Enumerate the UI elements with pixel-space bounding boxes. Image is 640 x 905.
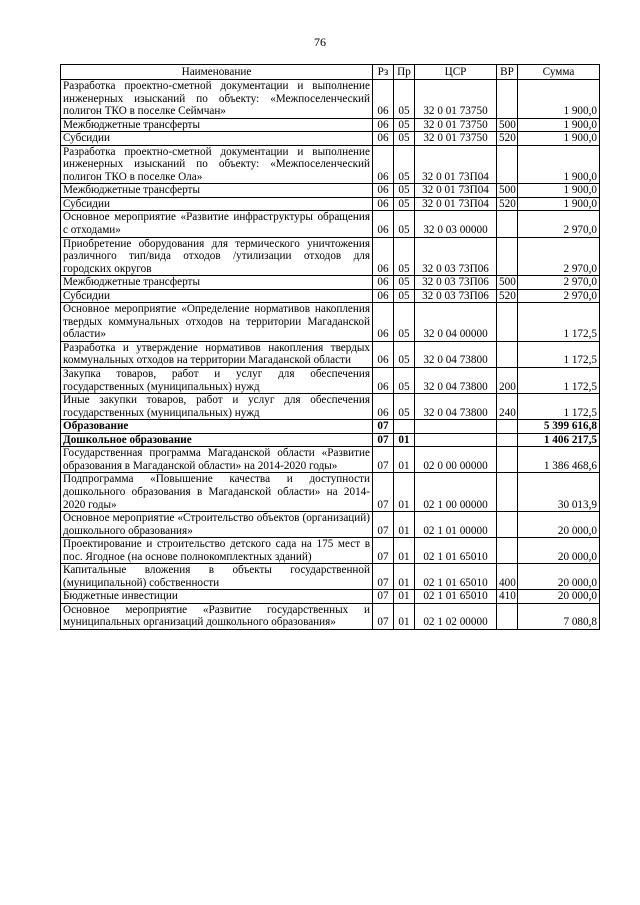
- table-row: [61, 276, 600, 290]
- cell-csr: 02 1 00 00000: [415, 473, 497, 512]
- header-rz: Рз: [373, 65, 394, 80]
- cell-vr: 500: [497, 118, 518, 132]
- cell-pr: 01: [394, 538, 415, 564]
- cell-rz: 06: [373, 341, 394, 367]
- table-header-row: [61, 65, 600, 80]
- cell-vr: [497, 603, 518, 629]
- cell-pr: 05: [394, 80, 415, 119]
- cell-csr: 32 0 03 00000: [415, 211, 497, 237]
- cell-name: Разработка проектно-сметной документации и выполнение инженерных изысканий по объекту: «Межпоселенческий полигон ТКО в поселке Ола»: [61, 145, 373, 184]
- cell-csr: 32 0 01 73П04: [415, 145, 497, 184]
- cell-sum: 20 000,0: [518, 512, 600, 538]
- cell-sum: 1 900,0: [518, 145, 600, 184]
- cell-sum: 1 406 217,5: [518, 433, 600, 447]
- cell-rz: 06: [373, 289, 394, 303]
- cell-pr: 05: [394, 118, 415, 132]
- cell-csr: 32 0 01 73П04: [415, 184, 497, 198]
- cell-csr: 32 0 01 73750: [415, 118, 497, 132]
- cell-rz: 06: [373, 80, 394, 119]
- table-row: [61, 132, 600, 146]
- table-row: [61, 603, 600, 629]
- cell-name: Приобретение оборудования для термического уничтожения различного тип/вида отходов /утилизации отходов для городских округов: [61, 237, 373, 276]
- cell-csr: 02 1 01 65010: [415, 538, 497, 564]
- header-sum: Сумма: [518, 65, 600, 80]
- table-row: [61, 433, 600, 447]
- table-row: [61, 394, 600, 420]
- cell-name: Субсидии: [61, 132, 373, 146]
- cell-vr: [497, 237, 518, 276]
- table-row: [61, 473, 600, 512]
- cell-sum: 1 386 468,6: [518, 447, 600, 473]
- cell-vr: 500: [497, 276, 518, 290]
- cell-sum: 7 080,8: [518, 603, 600, 629]
- cell-csr: 32 0 03 73П06: [415, 237, 497, 276]
- cell-sum: 1 172,5: [518, 368, 600, 394]
- cell-vr: [497, 420, 518, 434]
- cell-vr: 200: [497, 368, 518, 394]
- cell-name: Образование: [61, 420, 373, 434]
- cell-sum: 2 970,0: [518, 289, 600, 303]
- cell-sum: 1 900,0: [518, 184, 600, 198]
- cell-name: Проектирование и строительство детского сада на 175 мест в пос. Ягодное (на основе полнокомплектных зданий): [61, 538, 373, 564]
- cell-csr: [415, 420, 497, 434]
- cell-sum: 1 900,0: [518, 197, 600, 211]
- cell-name: Межбюджетные трансферты: [61, 118, 373, 132]
- table-row: [61, 80, 600, 119]
- table-row: [61, 538, 600, 564]
- cell-csr: [415, 433, 497, 447]
- cell-name: Дошкольное образование: [61, 433, 373, 447]
- cell-sum: 30 013,9: [518, 473, 600, 512]
- cell-vr: 400: [497, 564, 518, 590]
- cell-vr: 520: [497, 132, 518, 146]
- cell-rz: 06: [373, 184, 394, 198]
- cell-rz: 06: [373, 276, 394, 290]
- cell-rz: 07: [373, 603, 394, 629]
- cell-csr: 02 0 00 00000: [415, 447, 497, 473]
- cell-csr: 32 0 01 73П04: [415, 197, 497, 211]
- cell-pr: 05: [394, 341, 415, 367]
- cell-pr: 05: [394, 211, 415, 237]
- cell-vr: 500: [497, 184, 518, 198]
- cell-name: Государственная программа Магаданской области «Развитие образования в Магаданской области» на 2014-2020 годы»: [61, 447, 373, 473]
- cell-pr: 01: [394, 603, 415, 629]
- cell-sum: 1 172,5: [518, 394, 600, 420]
- cell-csr: 02 1 01 65010: [415, 590, 497, 604]
- cell-vr: 410: [497, 590, 518, 604]
- cell-vr: 520: [497, 197, 518, 211]
- cell-rz: 06: [373, 368, 394, 394]
- cell-sum: 1 172,5: [518, 303, 600, 342]
- cell-sum: 1 172,5: [518, 341, 600, 367]
- cell-sum: 2 970,0: [518, 237, 600, 276]
- table-row: [61, 590, 600, 604]
- cell-name: Разработка проектно-сметной документации и выполнение инженерных изысканий по объекту: «Межпоселенческий полигон ТКО в поселке Сеймчан»: [61, 80, 373, 119]
- cell-sum: 20 000,0: [518, 564, 600, 590]
- cell-vr: 520: [497, 289, 518, 303]
- cell-vr: [497, 211, 518, 237]
- cell-vr: [497, 433, 518, 447]
- table-row: [61, 420, 600, 434]
- cell-name: Субсидии: [61, 289, 373, 303]
- table-row: [61, 118, 600, 132]
- cell-rz: 07: [373, 512, 394, 538]
- table-row: [61, 368, 600, 394]
- cell-rz: 06: [373, 145, 394, 184]
- table-row: [61, 303, 600, 342]
- table-row: [61, 197, 600, 211]
- cell-name: Бюджетные инвестиции: [61, 590, 373, 604]
- cell-name: Подпрограмма «Повышение качества и доступности дошкольного образования в Магаданской области» на 2014-2020 годы»: [61, 473, 373, 512]
- table-row: [61, 145, 600, 184]
- cell-name: Межбюджетные трансферты: [61, 276, 373, 290]
- cell-sum: 1 900,0: [518, 80, 600, 119]
- cell-csr: 32 0 03 73П06: [415, 276, 497, 290]
- cell-csr: 32 0 01 73750: [415, 80, 497, 119]
- cell-name: Закупка товаров, работ и услуг для обеспечения государственных (муниципальных) нужд: [61, 368, 373, 394]
- table-row: [61, 237, 600, 276]
- cell-pr: 01: [394, 564, 415, 590]
- cell-csr: 32 0 04 73800: [415, 394, 497, 420]
- cell-csr: 32 0 01 73750: [415, 132, 497, 146]
- cell-pr: 05: [394, 394, 415, 420]
- cell-rz: 06: [373, 211, 394, 237]
- table-row: [61, 512, 600, 538]
- cell-rz: 07: [373, 473, 394, 512]
- cell-sum: 20 000,0: [518, 538, 600, 564]
- cell-pr: 05: [394, 132, 415, 146]
- cell-csr: 32 0 04 73800: [415, 341, 497, 367]
- cell-vr: [497, 447, 518, 473]
- cell-name: Субсидии: [61, 197, 373, 211]
- cell-pr: 01: [394, 447, 415, 473]
- cell-pr: 05: [394, 145, 415, 184]
- cell-vr: [497, 538, 518, 564]
- cell-name: Разработка и утверждение нормативов накопления твердых коммунальных отходов на территории Магаданской области: [61, 341, 373, 367]
- cell-vr: [497, 341, 518, 367]
- cell-pr: 05: [394, 368, 415, 394]
- cell-sum: 20 000,0: [518, 590, 600, 604]
- cell-vr: 240: [497, 394, 518, 420]
- header-csr: ЦСР: [415, 65, 497, 80]
- cell-pr: [394, 420, 415, 434]
- cell-rz: 07: [373, 590, 394, 604]
- cell-name: Основное мероприятие «Развитие государственных и муниципальных организаций дошкольного образования»: [61, 603, 373, 629]
- cell-rz: 06: [373, 132, 394, 146]
- cell-pr: 05: [394, 303, 415, 342]
- table-row: [61, 564, 600, 590]
- cell-rz: 06: [373, 394, 394, 420]
- cell-pr: 01: [394, 512, 415, 538]
- cell-rz: 07: [373, 420, 394, 434]
- cell-vr: [497, 512, 518, 538]
- cell-pr: 01: [394, 473, 415, 512]
- header-vr: ВР: [497, 65, 518, 80]
- cell-csr: 02 1 01 00000: [415, 512, 497, 538]
- cell-csr: 02 1 02 00000: [415, 603, 497, 629]
- header-pr: Пр: [394, 65, 415, 80]
- cell-pr: 05: [394, 197, 415, 211]
- cell-pr: 05: [394, 237, 415, 276]
- cell-rz: 07: [373, 433, 394, 447]
- table-row: [61, 289, 600, 303]
- cell-name: Иные закупки товаров, работ и услуг для обеспечения государственных (муниципальных) нужд: [61, 394, 373, 420]
- cell-csr: 32 0 04 00000: [415, 303, 497, 342]
- cell-csr: 32 0 04 73800: [415, 368, 497, 394]
- cell-pr: 01: [394, 433, 415, 447]
- cell-vr: [497, 145, 518, 184]
- cell-name: Межбюджетные трансферты: [61, 184, 373, 198]
- cell-pr: 05: [394, 276, 415, 290]
- cell-vr: [497, 80, 518, 119]
- cell-name: Капитальные вложения в объекты государственной (муниципальной) собственности: [61, 564, 373, 590]
- budget-table: [60, 64, 600, 630]
- cell-sum: 1 900,0: [518, 132, 600, 146]
- table-row: [61, 447, 600, 473]
- cell-vr: [497, 473, 518, 512]
- cell-name: Основное мероприятие «Определение нормативов накопления твердых коммунальных отходов на территории Магаданской области»: [61, 303, 373, 342]
- cell-rz: 06: [373, 118, 394, 132]
- cell-rz: 06: [373, 303, 394, 342]
- header-name: Наименование: [61, 65, 373, 80]
- cell-rz: 07: [373, 538, 394, 564]
- cell-csr: 32 0 03 73П06: [415, 289, 497, 303]
- cell-sum: 5 399 616,8: [518, 420, 600, 434]
- table-row: [61, 184, 600, 198]
- cell-name: Основное мероприятие «Развитие инфраструктуры обращения с отходами»: [61, 211, 373, 237]
- cell-rz: 06: [373, 237, 394, 276]
- cell-sum: 2 970,0: [518, 276, 600, 290]
- cell-rz: 07: [373, 564, 394, 590]
- cell-pr: 01: [394, 590, 415, 604]
- page-number: 76: [314, 35, 326, 49]
- table-body: [61, 80, 600, 630]
- cell-rz: 07: [373, 447, 394, 473]
- cell-name: Основное мероприятие «Строительство объектов (организаций) дошкольного образования»: [61, 512, 373, 538]
- cell-csr: 02 1 01 65010: [415, 564, 497, 590]
- cell-sum: 2 970,0: [518, 211, 600, 237]
- cell-vr: [497, 303, 518, 342]
- table-row: [61, 211, 600, 237]
- cell-pr: 05: [394, 289, 415, 303]
- table-row: [61, 341, 600, 367]
- cell-rz: 06: [373, 197, 394, 211]
- cell-pr: 05: [394, 184, 415, 198]
- cell-sum: 1 900,0: [518, 118, 600, 132]
